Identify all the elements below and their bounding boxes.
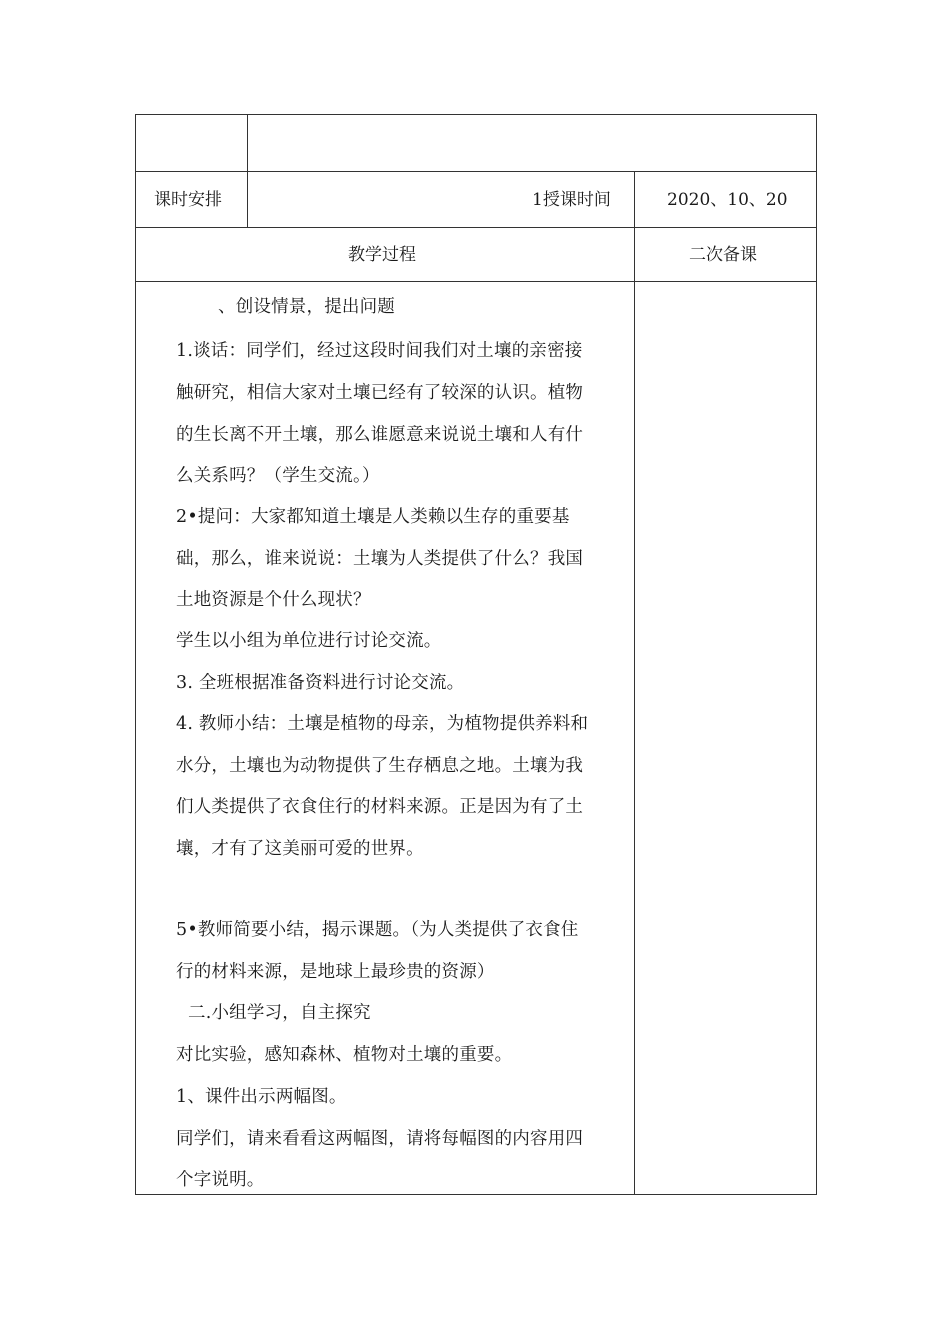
content-line: 5•教师简要小结，揭示课题。（为人类提供了衣食住 bbox=[176, 920, 579, 940]
schedule-date: 2020、10、20 bbox=[667, 190, 788, 210]
content-line: 学生以小组为单位进行讨论交流。 bbox=[176, 631, 442, 651]
content-line: 1、课件出示两幅图。 bbox=[176, 1087, 347, 1107]
content-line: 4. 教师小结：土壤是植物的母亲，为植物提供养料和 bbox=[176, 714, 589, 734]
row1-right-cell bbox=[247, 114, 817, 172]
content-line: 个字说明。 bbox=[176, 1170, 265, 1190]
content-line: 1.谈话：同学们，经过这段时间我们对土壤的亲密接 bbox=[176, 341, 583, 361]
content-line: 水分，土壤也为动物提供了生存栖息之地。土壤为我 bbox=[176, 756, 584, 776]
second-prep-header: 二次备课 bbox=[689, 245, 757, 265]
content-line: 同学们，请来看看这两幅图，请将每幅图的内容用四 bbox=[176, 1129, 584, 1149]
section-heading-1: 、创设情景，提出问题 bbox=[218, 297, 395, 317]
content-line: 2•提问：大家都知道土壤是人类赖以生存的重要基 bbox=[176, 507, 570, 527]
schedule-label: 课时安排 bbox=[154, 190, 222, 210]
content-line: 们人类提供了衣食住行的材料来源。正是因为有了土 bbox=[176, 797, 584, 817]
content-line: 土地资源是个什么现状？ bbox=[176, 590, 371, 610]
second-prep-cell bbox=[634, 281, 817, 1195]
schedule-hours-text: 1授课时间 bbox=[532, 190, 611, 210]
content-line: 的生长离不开土壤，那么谁愿意来说说土壤和人有什 bbox=[176, 425, 584, 445]
content-line: 触研究，相信大家对土壤已经有了较深的认识。植物 bbox=[176, 383, 584, 403]
row1-left-cell bbox=[135, 114, 248, 172]
content-line: 么关系吗？（学生交流。） bbox=[176, 466, 380, 486]
content-line: 3. 全班根据准备资料进行讨论交流。 bbox=[176, 673, 465, 693]
process-header: 教学过程 bbox=[348, 245, 416, 265]
section-heading-2: 二.小组学习，自主探究 bbox=[188, 1003, 371, 1023]
content-line: 行的材料来源，是地球上最珍贵的资源） bbox=[176, 962, 495, 982]
content-line: 壤，才有了这美丽可爱的世界。 bbox=[176, 839, 424, 859]
content-line: 础，那么，谁来说说：土壤为人类提供了什么？我国 bbox=[176, 549, 584, 569]
content-line: 对比实验，感知森林、植物对土壤的重要。 bbox=[176, 1045, 513, 1065]
